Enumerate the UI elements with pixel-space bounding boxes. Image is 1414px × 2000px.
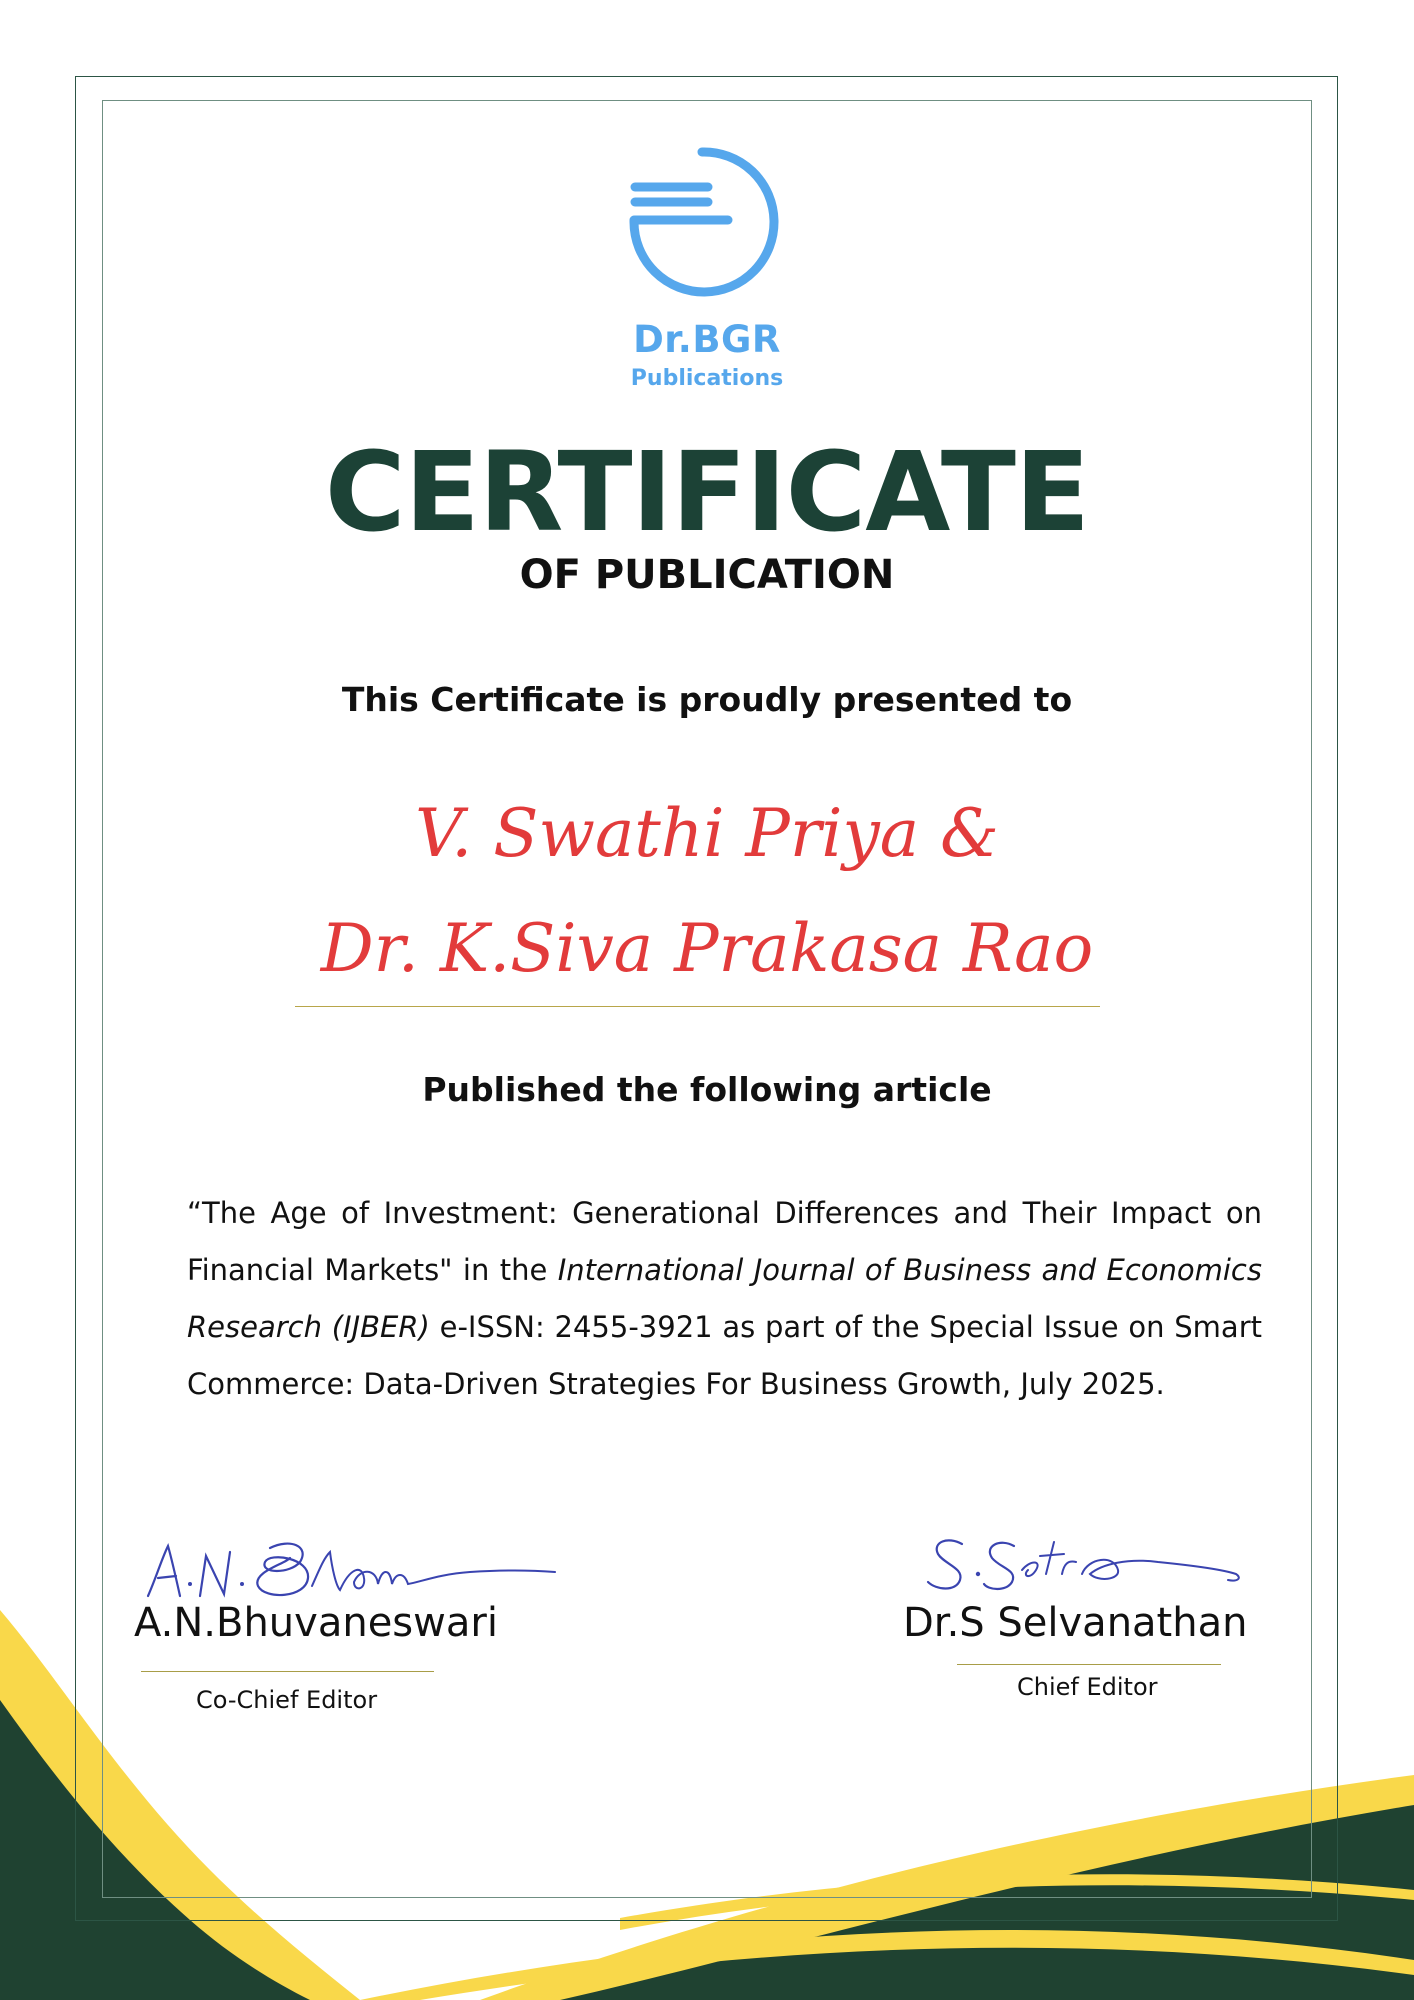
left-signer-name: A.N.Bhuvaneswari <box>134 1600 498 1646</box>
article-text-part2: e-ISSN: 2455-3921 as part of the Special Issue on Smart Commerce: Data-Driven Strategies For Business Growth, July 2025. <box>187 1310 1262 1401</box>
right-signer-name: Dr.S Selvanathan <box>903 1600 1248 1646</box>
right-signer-role: Chief Editor <box>1017 1673 1158 1701</box>
recipient-name-line2: Dr. K.Siva Prakasa Rao <box>320 910 1094 987</box>
right-signature-rule <box>957 1664 1221 1665</box>
left-signer-role: Co-Chief Editor <box>196 1686 378 1714</box>
publisher-name: Dr.BGR <box>633 318 781 361</box>
article-description <box>187 1185 1262 1413</box>
publisher-subtitle: Publications <box>630 366 784 391</box>
recipient-underline <box>295 1006 1100 1007</box>
certificate-title: CERTIFICATE <box>324 428 1090 556</box>
left-signature <box>140 1528 560 1608</box>
journal-name: International Journal of Business and Economics Research (IJBER) <box>187 1253 1262 1344</box>
left-signature-rule <box>141 1671 434 1672</box>
presented-to-text: This Certificate is proudly presented to <box>341 680 1073 719</box>
certificate-subtitle: OF PUBLICATION <box>519 552 895 598</box>
publisher-logo-icon <box>620 142 790 302</box>
published-text: Published the following article <box>422 1070 992 1109</box>
recipient-name-line1: V. Swathi Priya & <box>415 795 999 872</box>
article-text-part1: “The Age of Investment: Generational Differences and Their Impact on Financial Markets" in the <box>187 1196 1262 1287</box>
right-signature <box>918 1530 1248 1600</box>
